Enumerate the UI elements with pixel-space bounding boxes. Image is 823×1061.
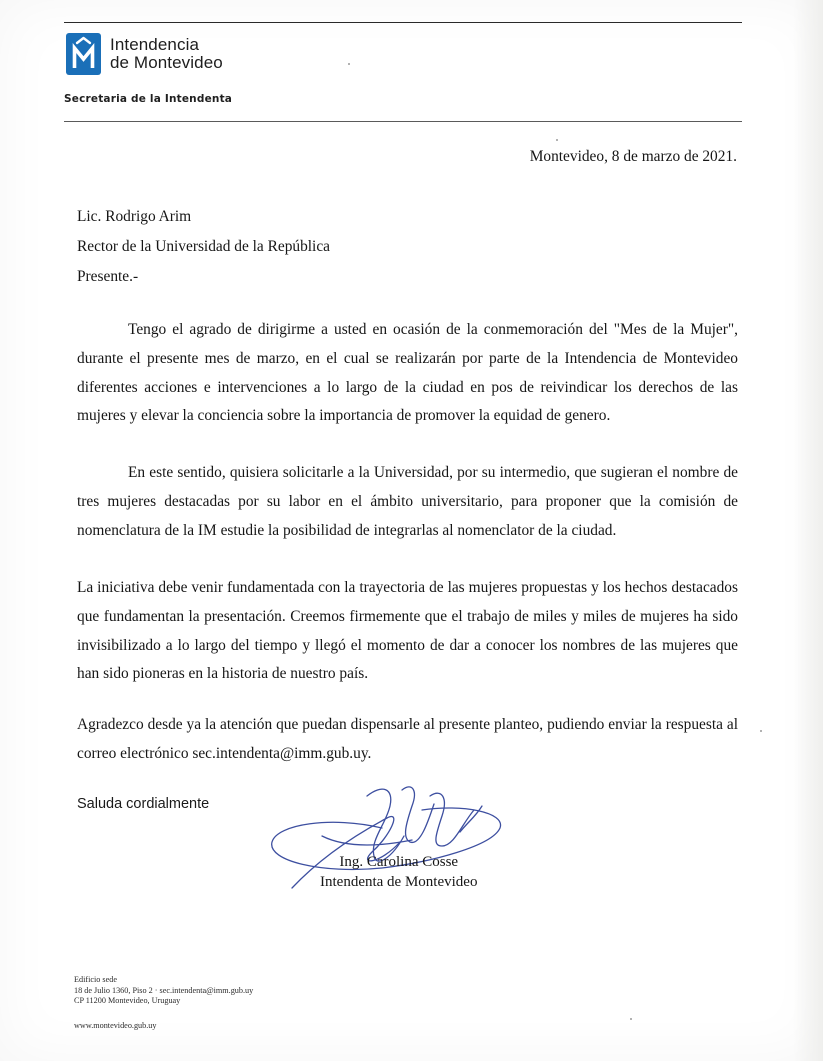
body-paragraph-1: Tengo el agrado de dirigirme a usted en ocasión de la conmemoración del "Mes de la Mujer", durante el presente mes de marzo, en el cual se realizarán por parte de la Intendencia de Montevideo diferentes acciones e intervenciones a lo largo de la ciudad en pos de reivindicar los derechos de las mujeres y elevar la conciencia sobre la importancia de promover la equidad de genero. <box>77 321 738 425</box>
letter-date: Montevideo, 8 de marzo de 2021. <box>529 148 737 165</box>
paper-speck <box>556 139 558 141</box>
body-paragraph-4: Agradezco desde ya la atención que puedan dispensarle al presente planteo, pudiendo enviar la respuesta al correo electrónico sec.intendenta@imm.gub.uy. <box>77 716 738 762</box>
org-name <box>110 36 223 72</box>
org-name-line1: Intendencia <box>110 35 200 54</box>
signatory-block <box>320 852 477 892</box>
signatory-name: Ing. Carolina Cosse <box>339 854 459 870</box>
body-paragraph-3: La iniciativa debe venir fundamentada con la trayectoria de las mujeres propuestas y los hechos destacados que fundamentan la presentación. Creemos firmemente que el trabajo de miles y miles de mujeres ha sido invisibilizado a lo largo del tiempo y llegó el momento de dar a conocer los nombres de las mujeres que han sido pioneras en la historia de nuestro país. <box>77 579 738 683</box>
addressee-block <box>77 202 330 292</box>
footer-website-link[interactable]: www.montevideo.gub.uy <box>74 1021 157 1030</box>
addressee-title: Rector de la Universidad de la República <box>77 238 330 255</box>
closing-salutation: Saluda cordialmente <box>77 796 210 812</box>
org-name-line2: de Montevideo <box>110 53 223 72</box>
footer-line-building: Edificio sede <box>74 975 117 984</box>
header-top-rule <box>64 22 742 23</box>
im-logo-icon <box>66 33 101 75</box>
paper-speck <box>760 730 762 732</box>
signatory-title: Intendenta de Montevideo <box>320 874 478 890</box>
footer-line-city: CP 11200 Montevideo, Uruguay <box>74 996 181 1005</box>
addressee-presente: Presente.- <box>77 268 139 285</box>
body-paragraph-2: En este sentido, quisiera solicitarle a la Universidad, por su intermedio, que sugieran el nombre de tres mujeres destacadas por su labor en el ámbito universitario, para proponer que la comisión de nomenclatura de la IM estudie la posibilidad de integrarlas al nomenclator de la ciudad. <box>77 464 738 539</box>
footer-line-street-email: 18 de Julio 1360, Piso 2 · sec.intendenta@imm.gub.uy <box>74 985 254 995</box>
footer-address <box>74 975 253 1007</box>
addressee-name: Lic. Rodrigo Arim <box>77 208 192 225</box>
paper-speck <box>348 63 350 65</box>
department-label: Secretaria de la Intendenta <box>64 93 233 105</box>
page-edge-shadow <box>793 0 823 1061</box>
paper-speck <box>630 1018 632 1020</box>
header-bottom-rule <box>64 121 742 122</box>
